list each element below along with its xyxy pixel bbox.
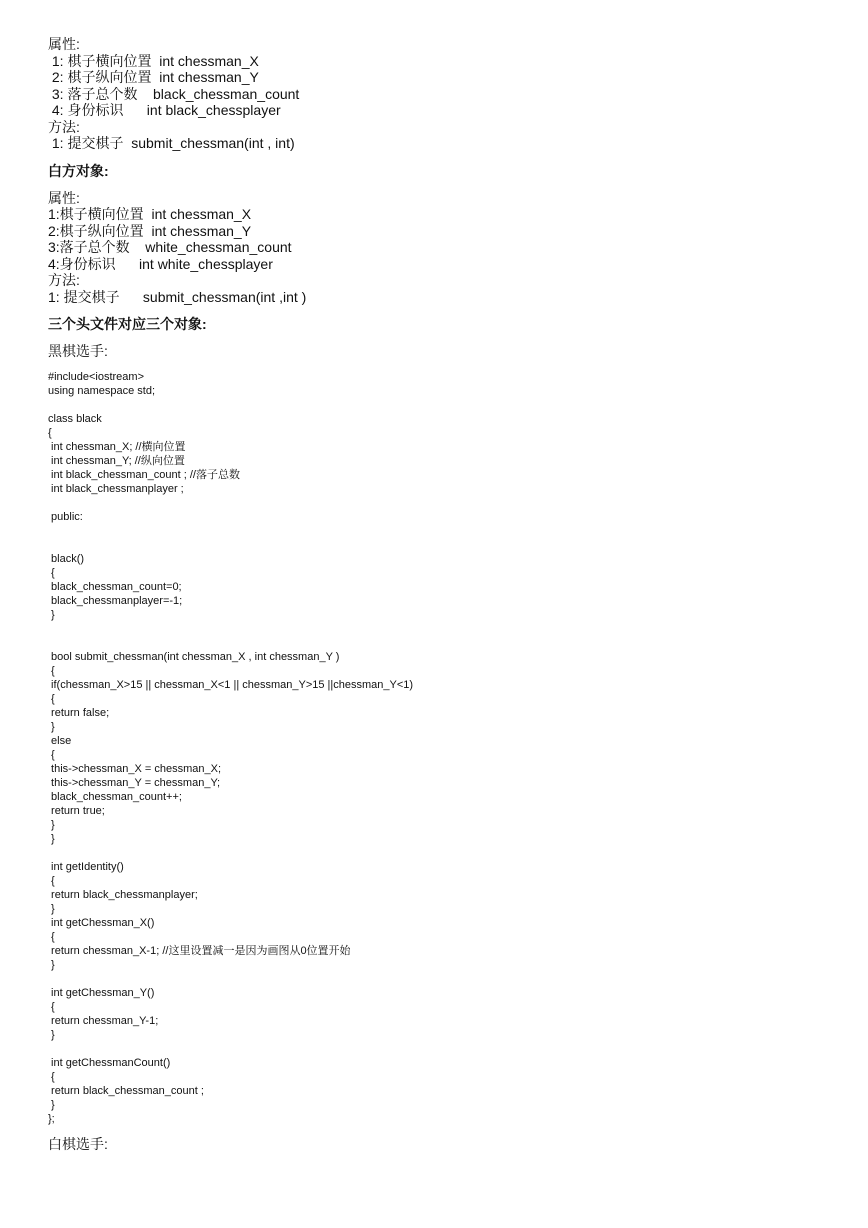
code-blank-line bbox=[48, 846, 848, 860]
code-line: } bbox=[48, 720, 55, 733]
code-line: { bbox=[48, 426, 52, 439]
code-blank-line bbox=[48, 524, 848, 538]
code-line: } bbox=[48, 958, 55, 971]
code-line: return chessman_X-1; //这里设置减一是因为画图从0位置开始 bbox=[48, 944, 351, 957]
code-line: #include<iostream> bbox=[48, 370, 145, 383]
code-line: { bbox=[48, 1070, 55, 1083]
code-line: } bbox=[48, 832, 55, 845]
code-line: black_chessmanplayer=-1; bbox=[48, 594, 183, 607]
code-blank-line bbox=[48, 1042, 848, 1056]
code-line: { bbox=[48, 566, 55, 579]
code-line: this->chessman_Y = chessman_Y; bbox=[48, 776, 221, 789]
code-line: { bbox=[48, 748, 55, 761]
code-line: { bbox=[48, 664, 55, 677]
black-props-label: 属性: bbox=[48, 36, 80, 52]
code-line: } bbox=[48, 902, 55, 915]
code-line: } bbox=[48, 1098, 55, 1111]
code-line: using namespace std; bbox=[48, 384, 156, 397]
code-line: int black_chessman_count ; //落子总数 bbox=[48, 468, 240, 481]
code-line: return black_chessmanplayer; bbox=[48, 888, 198, 901]
black-prop-line: 3: 落子总个数 black_chessman_count bbox=[48, 85, 300, 102]
code-line: black_chessman_count=0; bbox=[48, 580, 182, 593]
code-line: return chessman_Y-1; bbox=[48, 1014, 159, 1027]
black-methods-label: 方法: bbox=[48, 118, 80, 135]
code-line: if(chessman_X>15 || chessman_X<1 || chessman_Y>15 ||chessman_Y<1) bbox=[48, 678, 414, 691]
code-blank-line bbox=[48, 496, 848, 510]
code-line: return black_chessman_count ; bbox=[48, 1084, 204, 1097]
code-line: } bbox=[48, 608, 55, 621]
code-line: class black bbox=[48, 412, 102, 425]
code-line: int black_chessmanplayer ; bbox=[48, 482, 184, 495]
white-props-label: 属性: bbox=[48, 189, 80, 206]
white-methods-label: 方法: bbox=[48, 272, 80, 288]
code-line: int chessman_Y; //纵向位置 bbox=[48, 454, 185, 467]
code-line: int getChessmanCount() bbox=[48, 1056, 171, 1069]
code-line: this->chessman_X = chessman_X; bbox=[48, 762, 222, 775]
white-prop-line: 1:棋子横向位置 int chessman_X bbox=[48, 206, 252, 222]
code-line: int getChessman_X() bbox=[48, 916, 155, 929]
white-method-line: 1: 提交棋子 submit_chessman(int ,int ) bbox=[48, 288, 307, 305]
black-prop-line: 2: 棋子纵向位置 int chessman_Y bbox=[48, 69, 259, 85]
code-line: { bbox=[48, 1000, 55, 1013]
code-line: { bbox=[48, 930, 55, 943]
code-line: int getIdentity() bbox=[48, 860, 124, 873]
code-block bbox=[48, 370, 848, 1126]
document-page bbox=[48, 36, 848, 1152]
white-prop-line: 2:棋子纵向位置 int chessman_Y bbox=[48, 222, 252, 239]
code-line: bool submit_chessman(int chessman_X , int chessman_Y ) bbox=[48, 650, 340, 663]
white-player-heading: 白棋选手: bbox=[48, 1135, 108, 1152]
code-line: else bbox=[48, 734, 72, 747]
code-line: black() bbox=[48, 552, 85, 565]
files-heading: 三个头文件对应三个对象: bbox=[48, 316, 207, 332]
black-player-heading: 黑棋选手: bbox=[48, 343, 108, 359]
code-blank-line bbox=[48, 622, 848, 636]
code-line: } bbox=[48, 818, 55, 831]
white-object-heading: 白方对象: bbox=[48, 162, 109, 179]
code-line: }; bbox=[48, 1112, 55, 1125]
code-blank-line bbox=[48, 538, 848, 552]
code-line: return true; bbox=[48, 804, 105, 817]
code-line: } bbox=[48, 1028, 55, 1041]
code-line: int getChessman_Y() bbox=[48, 986, 155, 999]
code-blank-line bbox=[48, 398, 848, 412]
black-method-line: 1: 提交棋子 submit_chessman(int , int) bbox=[48, 135, 295, 151]
white-prop-line: 3:落子总个数 white_chessman_count bbox=[48, 239, 292, 255]
code-line: { bbox=[48, 874, 55, 887]
code-line: black_chessman_count++; bbox=[48, 790, 182, 803]
code-line: int chessman_X; //横向位置 bbox=[48, 440, 186, 453]
black-prop-line: 4: 身份标识 int black_chessplayer bbox=[48, 102, 281, 118]
black-prop-line: 1: 棋子横向位置 int chessman_X bbox=[48, 52, 259, 69]
code-line: return false; bbox=[48, 706, 110, 719]
code-line: { bbox=[48, 692, 55, 705]
code-line: public: bbox=[48, 510, 83, 523]
code-blank-line bbox=[48, 972, 848, 986]
white-prop-line: 4:身份标识 int white_chessplayer bbox=[48, 255, 273, 272]
code-blank-line bbox=[48, 636, 848, 650]
